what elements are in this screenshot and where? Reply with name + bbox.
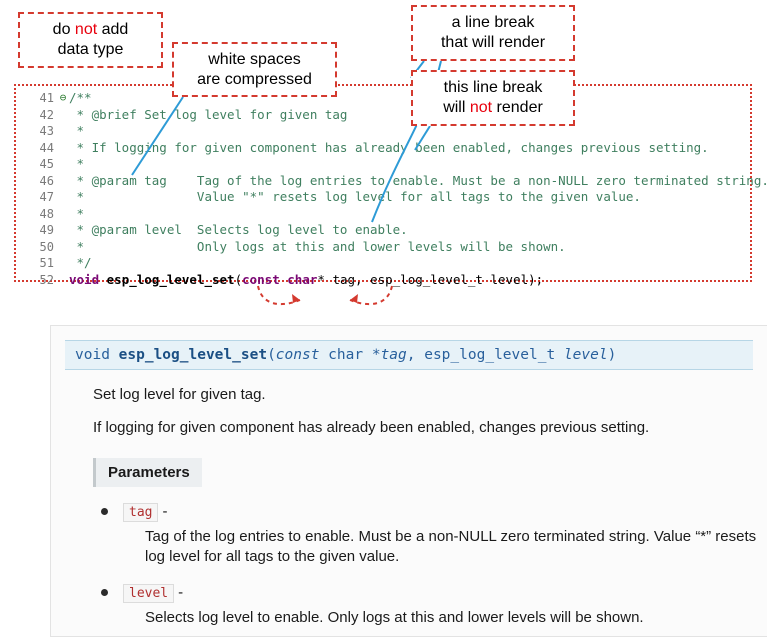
callout-render-line2: that will render	[440, 34, 546, 51]
code-line	[20, 107, 746, 124]
code-line	[20, 156, 746, 173]
callout-line-break-renders	[411, 5, 575, 61]
code-line-number: 47	[39, 190, 54, 204]
callout-datatype-line2: data type	[57, 41, 124, 58]
signature-return-type: void	[75, 347, 119, 363]
code-line	[20, 90, 746, 107]
code-line-number: 52	[39, 272, 54, 287]
source-code-lines	[20, 90, 769, 287]
code-line	[20, 239, 746, 256]
code-line-number: 44	[39, 140, 54, 155]
doc-parameters-list	[51, 503, 767, 628]
doc-brief-paragraph: Set log level for given tag.	[93, 386, 266, 403]
code-line-text: *	[69, 123, 85, 138]
code-line-text: */	[69, 255, 92, 270]
callout-whitespace-line1: white spaces	[208, 50, 301, 68]
code-line	[20, 123, 746, 140]
code-line-number: 42	[39, 107, 54, 122]
code-line-number: 43	[39, 124, 54, 138]
rendered-doc-panel	[50, 325, 767, 637]
callout-do-not-add-data-type	[18, 12, 163, 68]
source-code-block	[14, 84, 769, 287]
doc-parameter-name: tag	[123, 503, 158, 522]
callout-datatype-post: add	[97, 21, 129, 38]
code-line-number: 51	[39, 256, 54, 270]
code-line-text: *	[69, 205, 85, 221]
doc-parameter-description: Selects log level to enable. Only logs at this and lower levels will be shown.	[145, 608, 644, 626]
code-line-text: * @brief Set log level for given tag	[69, 106, 348, 122]
code-line	[20, 272, 746, 289]
doc-parameter-name: level	[123, 584, 174, 603]
callout-whitespace-text	[197, 50, 312, 90]
signature-open-paren: (	[267, 347, 276, 363]
doc-parameter-item	[123, 503, 767, 568]
code-line-text: * @param level Selects log level to enable.	[69, 222, 408, 237]
callout-datatype-emphasis: not	[74, 21, 98, 38]
callout-datatype-text	[53, 20, 129, 60]
callout-norender-text	[443, 78, 543, 118]
signature-close-paren: )	[607, 347, 617, 363]
code-line-number: 48	[39, 206, 54, 221]
signature-arg-level: level	[563, 347, 608, 363]
code-line-text: * Value "*" resets log level for all tags to the given value.	[69, 189, 641, 204]
code-line-number: 50	[39, 239, 54, 254]
doc-parameters-heading: Parameters	[93, 458, 202, 487]
code-line-text: * If logging for given component has already been enabled, changes previous setting.	[69, 139, 709, 155]
code-line-number: 45	[39, 157, 54, 171]
code-line-number: 46	[39, 173, 54, 188]
signature-separator: , esp_log_level_t	[406, 347, 564, 363]
callout-render-line1: a line break	[451, 14, 535, 31]
code-line-text: void esp_log_level_set(const char* tag, esp_log_level_t level);	[69, 271, 544, 287]
doc-parameter-item	[123, 584, 767, 628]
callout-datatype-pre: do	[52, 21, 75, 38]
signature-function-name: esp_log_level_set	[118, 347, 268, 363]
code-line-number: 49	[39, 223, 54, 237]
callout-norender-pre: will	[443, 99, 470, 116]
code-line	[20, 255, 746, 272]
callout-whitespace-line2: are compressed	[197, 70, 312, 88]
code-line-number: 41	[39, 91, 54, 105]
doc-function-signature	[65, 340, 753, 370]
callout-render-text	[441, 13, 545, 53]
callout-norender-line1: this line break	[443, 79, 543, 96]
doc-detail-paragraph: If logging for given component has already been enabled, changes previous setting.	[93, 419, 650, 436]
code-line-text: *	[69, 156, 85, 171]
bullet-icon	[101, 508, 108, 515]
code-line	[20, 172, 769, 190]
bullet-icon	[101, 589, 108, 596]
doc-parameter-dash: -	[178, 583, 184, 601]
doc-parameter-description: Tag of the log entries to enable. Must be a non-NULL zero terminated string. Value “*” resets log level for all tags to the given value.	[145, 528, 757, 566]
code-line	[20, 206, 746, 223]
callout-norender-emphasis: not	[469, 99, 493, 116]
code-line-text: * Only logs at this and lower levels will be shown.	[69, 238, 566, 254]
signature-arg-tag: tag	[380, 347, 407, 363]
code-fold-icon[interactable]: ⊖	[59, 91, 67, 104]
code-line	[20, 189, 746, 206]
callout-norender-post: render	[492, 99, 543, 116]
callout-white-spaces-compressed	[172, 42, 337, 97]
callout-line-break-not-rendered	[411, 70, 575, 126]
code-line	[20, 140, 746, 157]
code-line-text: /**	[69, 90, 92, 105]
doc-parameter-dash: -	[162, 503, 168, 520]
code-line	[20, 222, 746, 239]
signature-const-keyword: const	[275, 347, 320, 363]
code-line-text: * @param tag Tag of the log entries to enable. Must be a non-NULL zero terminated string.	[69, 172, 769, 188]
signature-char-ptr: char *	[319, 347, 381, 363]
